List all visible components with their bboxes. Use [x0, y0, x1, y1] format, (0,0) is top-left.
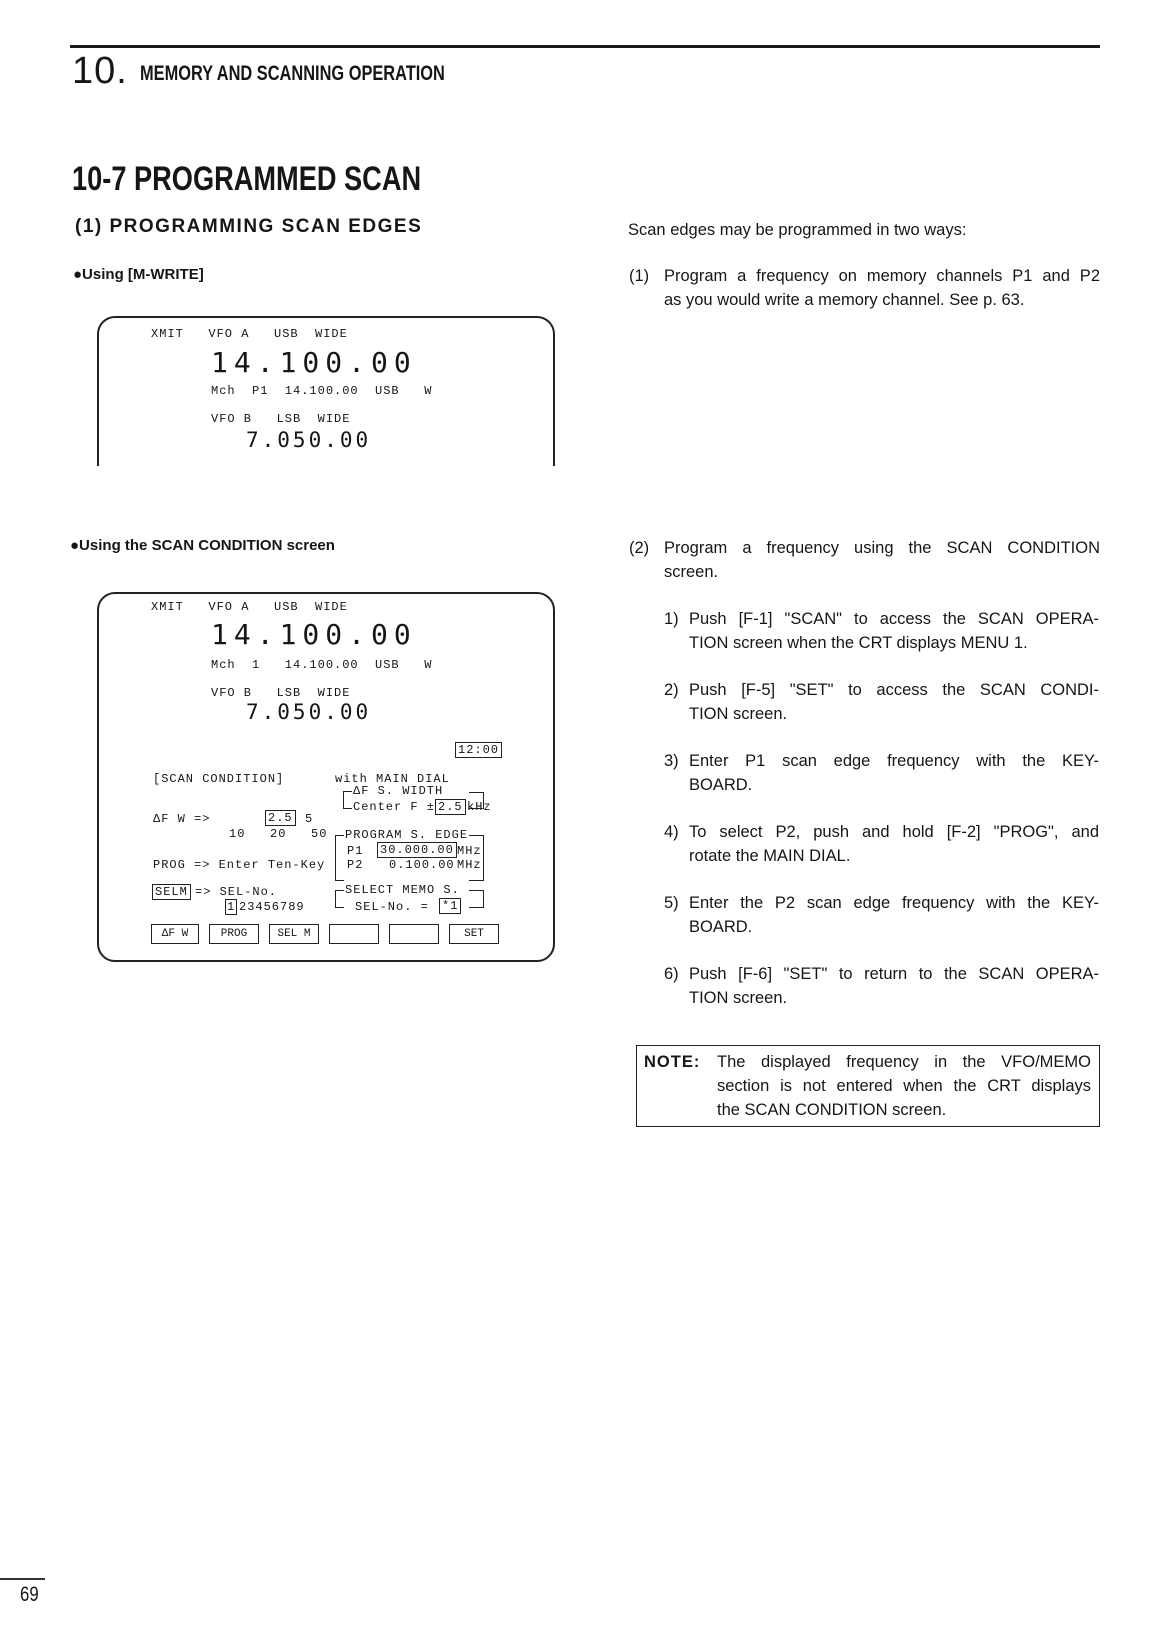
softkey-blank-4 [329, 924, 379, 944]
center-khz-unit: kHz [467, 800, 492, 814]
chapter-number: 10. [72, 50, 128, 92]
note-label: NOTE: [644, 1053, 701, 1071]
p2-mhz-unit: MHz [457, 858, 482, 872]
step-1-line1: Push [F-1] "SCAN" to access the SCAN OPERA- [689, 610, 1099, 628]
item2-number: (2) [629, 539, 650, 557]
item2-line1: Program a frequency using the SCAN CONDITION [664, 539, 1100, 557]
select-memo-label: SELECT MEMO S. [345, 883, 460, 897]
step-3-line1: Enter P1 scan edge frequency with the KEY- [689, 752, 1099, 770]
df-w-options: 10 20 50 [229, 827, 328, 841]
p1-mhz-unit: MHz [457, 844, 482, 858]
crt-screen-scan-condition [97, 592, 555, 962]
step-6-line1: Push [F-6] "SET" to return to the SCAN OPERA- [689, 965, 1099, 983]
softkey-set: SET [449, 924, 499, 944]
with-main-dial-label: with MAIN DIAL [335, 772, 450, 786]
df-w-label: ΔF W => [153, 812, 211, 826]
step-2-line1: Push [F-5] "SET" to access the SCAN CONDI- [689, 681, 1099, 699]
section-subtitle: (1) PROGRAMMING SCAN EDGES [75, 216, 423, 237]
screen1-freq-a: 14.100.00 [211, 346, 417, 379]
step-4-line2: rotate the MAIN DIAL. [689, 847, 851, 865]
step-3-line2: BOARD. [689, 776, 753, 794]
note-line1: The displayed frequency in the VFO/MEMO [717, 1053, 1091, 1071]
softkey-sel-m: SEL M [269, 924, 319, 944]
bullet-scan-condition: ●Using the SCAN CONDITION screen [70, 537, 335, 554]
screen2-memory-channel: Mch 1 14.100.00 USB W [211, 658, 433, 672]
page-number: 69 [20, 1583, 39, 1606]
df-w-option-5: 5 [305, 812, 314, 826]
prog-enter-label: PROG => Enter Ten-Key [153, 858, 326, 872]
selm-key: SELM [152, 884, 191, 900]
width-bracket-left [343, 791, 352, 809]
step-6-number: 6) [664, 965, 679, 983]
bullet-m-write: ●Using [M-WRITE] [73, 266, 204, 283]
item1-line1: Program a frequency on memory channels P1 and P2 [664, 267, 1100, 285]
screen1-freq-b: 7.050.00 [246, 428, 372, 452]
step-6-line2: TION screen. [689, 989, 788, 1007]
screen2-freq-a: 14.100.00 [211, 618, 417, 651]
item1-number: (1) [629, 267, 650, 285]
sel-no-eq-label: SEL-No. = [355, 900, 429, 914]
softkey-blank-5 [389, 924, 439, 944]
center-width-value: 2.5 [435, 799, 466, 815]
step-2-number: 2) [664, 681, 679, 699]
program-s-edge-label: PROGRAM S. EDGE [345, 828, 469, 842]
section-title: 10-7 PROGRAMMED SCAN [72, 160, 422, 198]
note-line3: the SCAN CONDITION screen. [717, 1101, 947, 1119]
p1-label: P1 [347, 844, 364, 858]
memo-bracket-left [335, 890, 344, 908]
item2-line2: screen. [664, 563, 719, 581]
screen1-status: XMIT VFO A USB WIDE [151, 327, 348, 341]
crt-screen-mwrite [97, 316, 555, 466]
scan-condition-label: [SCAN CONDITION] [153, 772, 285, 786]
p2-label: P2 [347, 858, 364, 872]
softkey-df-w: ΔF W [151, 924, 199, 944]
step-4-number: 4) [664, 823, 679, 841]
note-box [636, 1045, 1100, 1127]
clock: 12:00 [455, 742, 502, 758]
step-2-line2: TION screen. [689, 705, 788, 723]
note-line2: section is not entered when the CRT displays [717, 1077, 1091, 1095]
step-1-line2: TION screen when the CRT displays MENU 1. [689, 634, 1028, 652]
step-4-line1: To select P2, push and hold [F-2] "PROG", and [689, 823, 1099, 841]
chapter-title: MEMORY AND SCANNING OPERATION [140, 62, 445, 85]
edge-bracket-left [335, 835, 344, 881]
screen1-vfo-b: VFO B LSB WIDE [211, 412, 351, 426]
step-1-number: 1) [664, 610, 679, 628]
p1-value: 30.000.00 [377, 842, 457, 858]
sel-no-rest: 23456789 [239, 900, 305, 914]
intro-text: Scan edges may be programmed in two ways: [628, 221, 967, 239]
softkey-prog: PROG [209, 924, 259, 944]
step-3-number: 3) [664, 752, 679, 770]
center-f-label: Center F ± [353, 800, 436, 814]
screen2-vfo-b: VFO B LSB WIDE [211, 686, 351, 700]
screen2-freq-b: 7.050.00 [246, 700, 372, 724]
step-5-number: 5) [664, 894, 679, 912]
sel-no-value: *1 [439, 898, 461, 914]
step-5-line2: BOARD. [689, 918, 753, 936]
df-w-selected: 2.5 [265, 810, 296, 826]
step-5-line1: Enter the P2 scan edge frequency with the KEY- [689, 894, 1099, 912]
item1-line2: as you would write a memory channel. See p. 63. [664, 291, 1025, 309]
p2-value: 0.100.00 [389, 858, 455, 872]
header-rule [70, 45, 1100, 48]
df-s-width-label: ΔF S. WIDTH [353, 784, 444, 798]
selm-arrow-label: => SEL-No. [195, 885, 278, 899]
memo-bracket-right [469, 890, 484, 908]
page-number-rule [0, 1578, 45, 1580]
screen2-status: XMIT VFO A USB WIDE [151, 600, 348, 614]
screen1-memory-channel: Mch P1 14.100.00 USB W [211, 384, 433, 398]
sel-no-first: 1 [227, 900, 236, 914]
